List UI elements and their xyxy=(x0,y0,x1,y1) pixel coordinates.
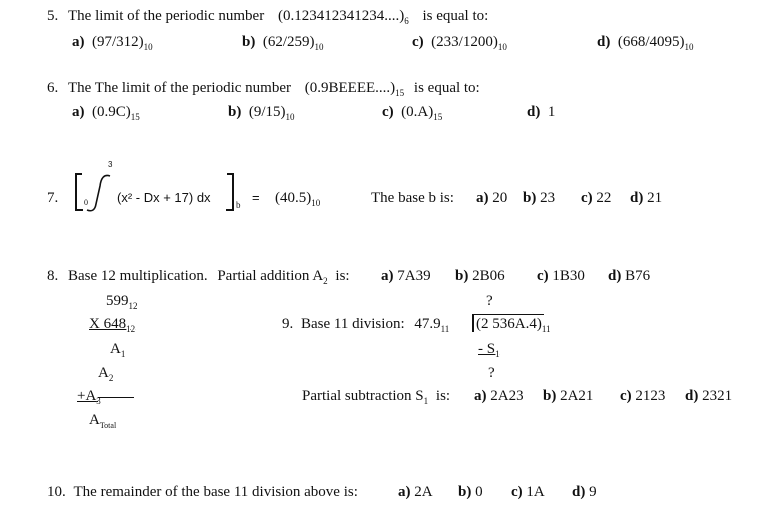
q7-question: The base b is: xyxy=(371,190,454,206)
q8-multiplicand: $599_{12}$ xyxy=(106,293,138,311)
q8-total: $A_{Total}$ xyxy=(89,412,117,430)
q9-s1: - $S_1$ xyxy=(478,341,500,359)
q5-option-c: c) $(233/1200)_{10}$ xyxy=(412,34,507,52)
q6-option-d: d) 1 xyxy=(527,104,556,120)
q7-option-d: d) 21 xyxy=(630,190,663,206)
q7-option-c: c) 22 xyxy=(581,190,612,206)
q10-text: The remainder of the base 11 division above is: xyxy=(73,484,358,500)
q7-integrand: (x² - Dx + 17) dx xyxy=(117,190,211,205)
q6-option-b: b) $(9/15)_{10}$ xyxy=(228,104,295,122)
q7-upper-limit: 3 xyxy=(108,160,113,169)
q10-number: 10. xyxy=(47,484,66,500)
q6-expression: $(0.9BEEEE....)_{15}$ xyxy=(304,80,405,98)
q8-sum-line xyxy=(98,397,134,398)
q9-divisor: $47.9_{11}$ xyxy=(414,316,450,334)
q8-option-a: a) 7A39 xyxy=(381,268,431,284)
q8-partial: Partial addition $A_2$ xyxy=(217,268,328,286)
q9-number: 9. xyxy=(282,316,294,332)
q6-option-a: a) $(0.9C)_{15}$ xyxy=(72,104,140,122)
q6-text: The The limit of the periodic number xyxy=(68,80,291,96)
q8-text: Base 12 multiplication. xyxy=(68,268,208,284)
q9-option-a: a) 2A23 xyxy=(474,388,524,404)
q6-option-c: c) $(0.A)_{15}$ xyxy=(382,104,443,122)
q5-option-a: a) $(97/312)_{10}$ xyxy=(72,34,153,52)
q7-option-a: a) 20 xyxy=(476,190,508,206)
q9-dividend: (2 $536A.4)_{11}$ xyxy=(476,316,551,334)
q7-lower-limit: 0 xyxy=(84,198,88,207)
q9-option-d: d) 2321 xyxy=(685,388,733,404)
q8-stem: 8. Base 12 multiplication. Partial addition $A_2$ is: xyxy=(47,268,350,286)
q10-option-b: b) 0 xyxy=(458,484,483,500)
q8-option-c: c) 1B30 xyxy=(537,268,585,284)
q7-outer-base: b xyxy=(236,200,241,210)
q5-option-d: d) $(668/4095)_{10}$ xyxy=(597,34,694,52)
q5-text: The limit of the periodic number xyxy=(68,8,265,24)
q10-option-d: d) 9 xyxy=(572,484,597,500)
q10-stem xyxy=(47,484,358,501)
q8-partial-a3: $+A_3$ xyxy=(77,388,101,406)
q5-number: 5. xyxy=(47,8,59,24)
q9-quotient-top: ? xyxy=(486,293,493,309)
q9-division-overline xyxy=(472,314,544,315)
q9-option-c: c) 2123 xyxy=(620,388,666,404)
q8-option-b: b) 2B06 xyxy=(455,268,505,284)
q6-number: 6. xyxy=(47,80,59,96)
q9-stem xyxy=(282,316,449,333)
q7-equals: = xyxy=(252,190,260,205)
q9-text: Base 11 division: xyxy=(301,316,405,332)
q8-partial-a1: $A_1$ xyxy=(110,341,126,359)
q10-option-c: c) 1A xyxy=(511,484,545,500)
q6-stem xyxy=(47,80,480,97)
q9-partial-question: Partial subtraction $S_1$ is: xyxy=(302,388,451,406)
q9-option-b: b) 2A21 xyxy=(543,388,594,404)
q9-quotient-bottom: ? xyxy=(488,365,495,381)
q7-number: 7. xyxy=(47,190,59,206)
q5-expression: $(0.123412341234....)_6$ xyxy=(277,8,409,26)
q8-number: 8. xyxy=(47,268,59,284)
q10-option-a: a) 2A xyxy=(398,484,433,500)
q5-option-b: b) $(62/259)_{10}$ xyxy=(242,34,324,52)
q5-tail: is equal to: xyxy=(422,8,489,24)
q7-option-b: b) 23 xyxy=(523,190,556,206)
q8-multiplier: X $648_{12}$ xyxy=(89,316,136,334)
q6-tail: is equal to: xyxy=(413,80,480,96)
q8-option-d: d) B76 xyxy=(608,268,651,284)
q7-rhs: $(40.5)_{10}$ xyxy=(275,190,321,208)
q9-division-bar xyxy=(472,314,474,332)
q8-partial-a2: $A_2$ xyxy=(98,365,114,383)
q5-stem xyxy=(47,8,488,25)
